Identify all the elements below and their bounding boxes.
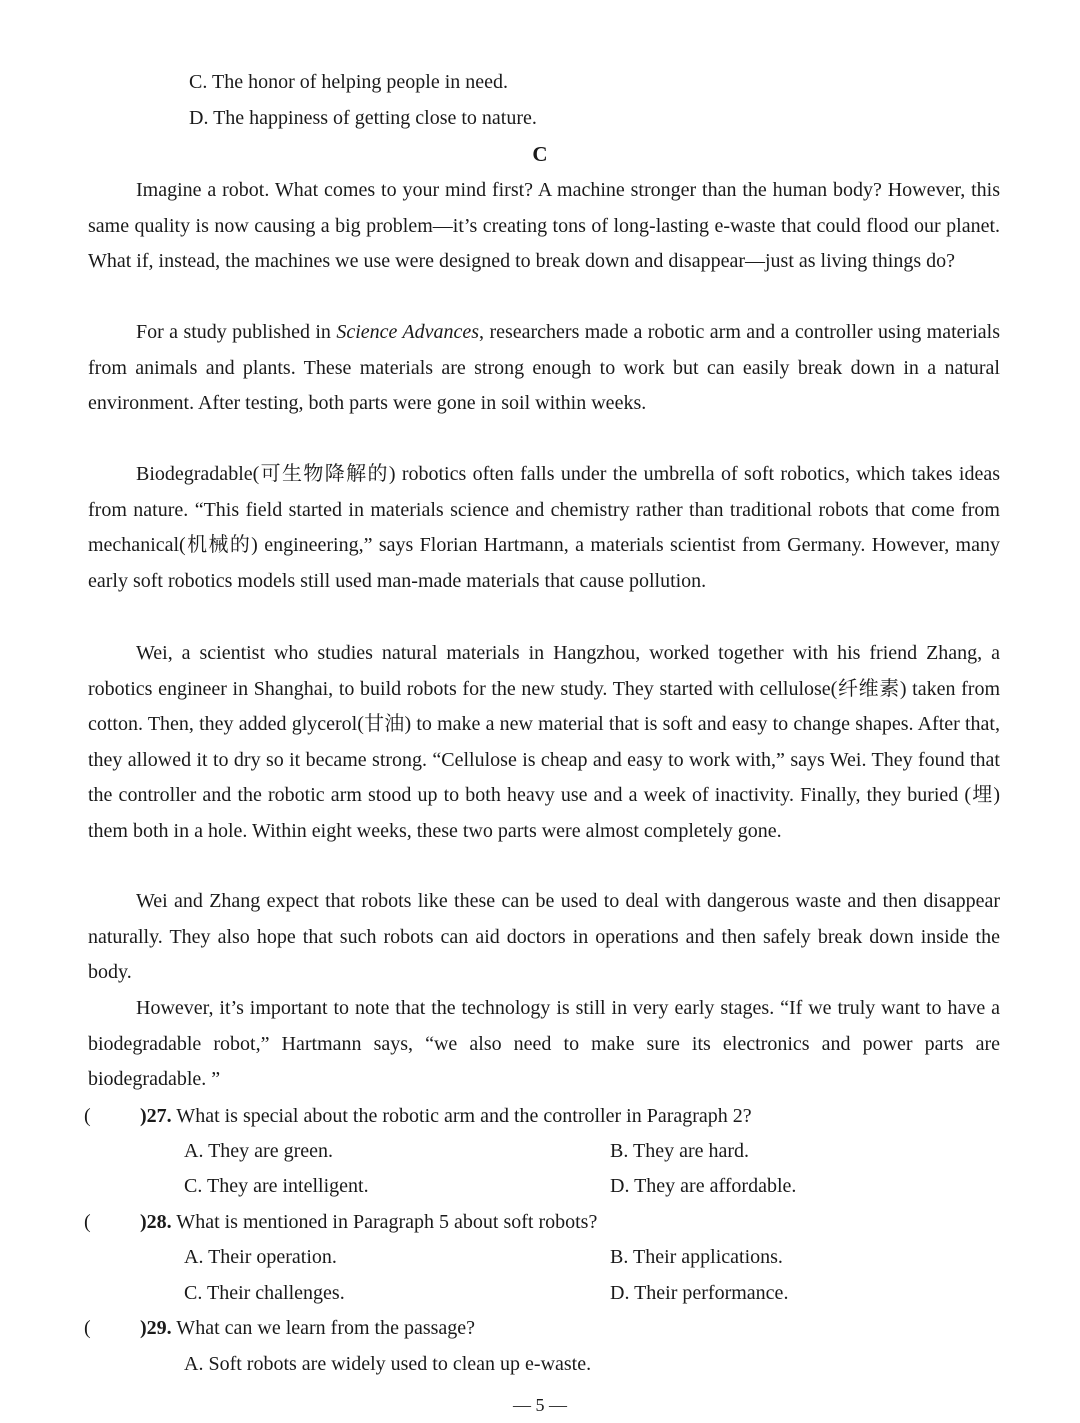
question-text: What can we learn from the passage? [171,1317,476,1339]
paragraph-3: Biodegradable(可生物降解的) robotics often falls under the umbrella of soft robotics, which takes ideas from nature. “This field started in materials science and chemistry rather than traditional robots that come from mechanical(机械的) engineering,” says Florian Hartmann, a materials scientist from Germany. However, many early soft robotics models still used man-made materials that cause pollution. [88,463,1000,592]
answer-blank[interactable]: ( [84,1105,91,1127]
q28-option-d: D. Their performance. [610,1282,789,1304]
answer-blank[interactable]: ( [84,1211,91,1233]
question-text: What is special about the robotic arm and the controller in Paragraph 2? [171,1105,752,1127]
q28-option-c: C. Their challenges. [184,1282,345,1304]
paragraph-6: However, it’s important to note that the technology is still in very early stages. “If we truly want to have a biodegradable robot,” Hartmann says, “we also need to make sure its electronics and power parts are biodegradable. ” [88,997,1000,1091]
q28-option-a: A. Their operation. [184,1246,337,1268]
question-number: )28. [140,1211,172,1233]
q27-option-b: B. They are hard. [610,1140,750,1162]
journal-title: Science Advances [336,321,480,343]
q27-option-a: A. They are green. [184,1140,334,1162]
question-text: What is mentioned in Paragraph 5 about soft robots? [171,1211,598,1233]
q27-option-c: C. They are intelligent. [184,1175,369,1197]
q27-option-d: D. They are affordable. [610,1175,797,1197]
page-number: — 5 — [513,1395,567,1415]
paragraph-1: Imagine a robot. What comes to your mind first? A machine stronger than the human body? However, this same quality is now causing a big problem—it’s creating tons of long-lasting e-waste that could flood our planet. What if, instead, the machines we use were designed to break down and disappear—just as living things do? [88,179,1000,273]
paragraph-2-before: For a study published in [136,321,337,343]
question-29 [84,1311,475,1346]
question-number: )29. [140,1317,172,1339]
question-number: )27. [140,1105,172,1127]
paragraph-5: Wei and Zhang expect that robots like these can be used to deal with dangerous waste and then disappear naturally. They also hope that such robots can aid doctors in operations and then safely break down inside the body. [88,890,1000,984]
answer-blank[interactable]: ( [84,1317,91,1339]
paragraph-2 [88,315,1000,422]
q28-option-b: B. Their applications. [610,1246,783,1268]
option-d-prev: D. The happiness of getting close to nature. [189,107,537,129]
question-28 [84,1205,597,1240]
question-27 [84,1099,752,1134]
section-label: C [532,142,548,166]
paragraph-4: Wei, a scientist who studies natural materials in Hangzhou, worked together with his friend Zhang, a robotics engineer in Shanghai, to build robots for the new study. They started with cellulose(纤维素) taken from cotton. Then, they added glycerol(甘油) to make a new material that is soft and easy to change shapes. After that, they allowed it to dry so it became strong. “Cellulose is cheap and easy to work with,” says Wei. They found that the controller and the robotic arm stood up to both heavy use and a week of inactivity. Finally, they buried (埋) them both in a hole. Within eight weeks, these two parts were almost completely gone. [88,642,1000,842]
q29-option-a: A. Soft robots are widely used to clean up e-waste. [184,1353,592,1375]
paragraph-2-after: , researchers made a robotic arm and a controller using materials from animals and plants. These materials are strong enough to work but can easily break down in a natural environment. After testing, both parts were gone in soil within weeks. [88,321,1000,415]
option-c-prev: C. The honor of helping people in need. [189,71,509,93]
